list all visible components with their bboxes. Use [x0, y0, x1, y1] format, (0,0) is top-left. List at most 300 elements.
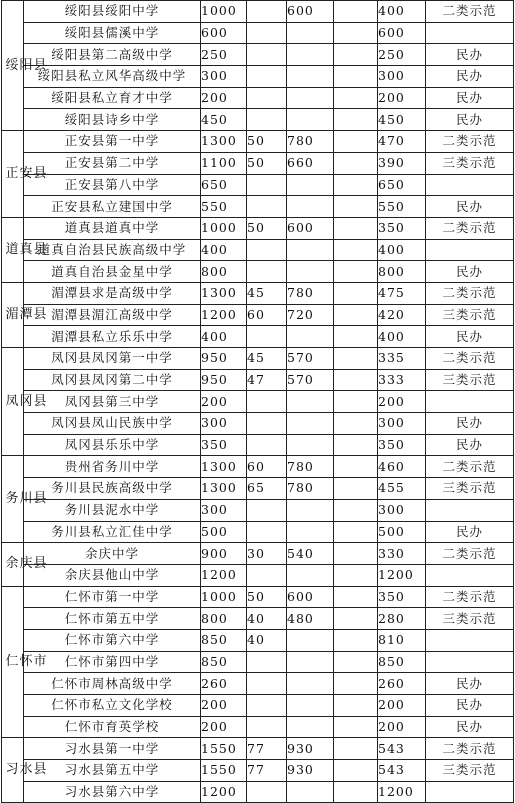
school-name-cell: 仁怀市第六中学: [24, 629, 201, 651]
county-cell: [2, 1, 48, 131]
school-type-cell: 二类示范: [426, 282, 514, 304]
remaining-quota-cell: 450: [378, 109, 426, 131]
remaining-quota-cell: 543: [378, 738, 426, 760]
school-type-cell: 二类示范: [426, 543, 514, 565]
county-cell: [2, 131, 48, 218]
table-row: [2, 543, 514, 565]
remaining-quota-cell: 200: [378, 716, 426, 738]
table-row: [2, 326, 514, 348]
remaining-quota-cell: 455: [378, 478, 426, 500]
remaining-quota-cell: 543: [378, 760, 426, 782]
table-body: [2, 1, 514, 803]
school-type-cell: 民办: [426, 521, 514, 543]
class-count-cell: [247, 261, 287, 283]
school-name-cell: 余庆中学: [24, 543, 201, 565]
school-name-cell: 湄潭县私立乐乐中学: [24, 326, 201, 348]
extra-cell: [334, 1, 378, 23]
remaining-quota-cell: 250: [378, 44, 426, 66]
unified-quota-cell: 570: [287, 369, 334, 391]
table-row: [2, 695, 514, 717]
unified-quota-cell: 600: [287, 1, 334, 23]
remaining-quota-cell: 300: [378, 413, 426, 435]
table-row: [2, 413, 514, 435]
extra-cell: [334, 413, 378, 435]
unified-quota-cell: [287, 44, 334, 66]
planned-total-cell: 800: [201, 608, 247, 630]
school-type-cell: 民办: [426, 261, 514, 283]
extra-cell: [334, 261, 378, 283]
unified-quota-cell: 480: [287, 608, 334, 630]
planned-total-cell: 1300: [201, 478, 247, 500]
unified-quota-cell: [287, 521, 334, 543]
school-name-cell: 凤冈县乐乐中学: [24, 434, 201, 456]
school-type-cell: 二类示范: [426, 131, 514, 153]
table-row: [2, 586, 514, 608]
unified-quota-cell: [287, 434, 334, 456]
planned-total-cell: 260: [201, 673, 247, 695]
extra-cell: [334, 174, 378, 196]
school-type-cell: 三类示范: [426, 760, 514, 782]
county-label: 习水县: [5, 762, 48, 778]
table-row: [2, 239, 514, 261]
planned-total-cell: 600: [201, 22, 247, 44]
extra-cell: [334, 196, 378, 218]
remaining-quota-cell: 333: [378, 369, 426, 391]
planned-total-cell: 1300: [201, 282, 247, 304]
remaining-quota-cell: 475: [378, 282, 426, 304]
school-name-cell: 湄潭县求是高级中学: [24, 282, 201, 304]
extra-cell: [334, 369, 378, 391]
planned-total-cell: 1100: [201, 152, 247, 174]
table-row: [2, 109, 514, 131]
county-label: 正安县: [5, 166, 48, 181]
class-count-cell: [247, 673, 287, 695]
school-type-cell: 民办: [426, 434, 514, 456]
school-name-cell: 习水县第六中学: [24, 781, 201, 803]
school-type-cell: 三类示范: [426, 478, 514, 500]
planned-total-cell: 550: [201, 196, 247, 218]
remaining-quota-cell: 550: [378, 196, 426, 218]
table-row: [2, 760, 514, 782]
school-type-cell: 三类示范: [426, 304, 514, 326]
unified-quota-cell: 780: [287, 131, 334, 153]
remaining-quota-cell: 260: [378, 673, 426, 695]
unified-quota-cell: [287, 413, 334, 435]
school-type-cell: 民办: [426, 695, 514, 717]
remaining-quota-cell: 350: [378, 217, 426, 239]
table-row: [2, 44, 514, 66]
county-label: 绥阳县: [5, 57, 48, 73]
table-row: [2, 651, 514, 673]
class-count-cell: 50: [247, 217, 287, 239]
planned-total-cell: 200: [201, 391, 247, 413]
school-name-cell: 凤冈县凤冈第一中学: [24, 348, 201, 370]
extra-cell: [334, 543, 378, 565]
unified-quota-cell: [287, 261, 334, 283]
school-name-cell: 正安县私立建国中学: [24, 196, 201, 218]
remaining-quota-cell: 850: [378, 651, 426, 673]
school-name-cell: 正安县第八中学: [24, 174, 201, 196]
unified-quota-cell: [287, 109, 334, 131]
extra-cell: [334, 478, 378, 500]
unified-quota-cell: 660: [287, 152, 334, 174]
table-row: [2, 564, 514, 586]
unified-quota-cell: [287, 499, 334, 521]
remaining-quota-cell: 800: [378, 261, 426, 283]
remaining-quota-cell: 460: [378, 456, 426, 478]
class-count-cell: [247, 109, 287, 131]
school-type-cell: 二类示范: [426, 348, 514, 370]
planned-total-cell: 500: [201, 521, 247, 543]
school-name-cell: 道真自治县民族高级中学: [24, 239, 201, 261]
class-count-cell: 45: [247, 282, 287, 304]
unified-quota-cell: [287, 781, 334, 803]
planned-total-cell: 1300: [201, 131, 247, 153]
school-name-cell: 仁怀市第四中学: [24, 651, 201, 673]
school-type-cell: 二类示范: [426, 1, 514, 23]
school-name-cell: 贵州省务川中学: [24, 456, 201, 478]
school-type-cell: 民办: [426, 673, 514, 695]
class-count-cell: 50: [247, 152, 287, 174]
planned-total-cell: 400: [201, 239, 247, 261]
school-type-cell: 三类示范: [426, 608, 514, 630]
extra-cell: [334, 434, 378, 456]
extra-cell: [334, 651, 378, 673]
table-row: [2, 521, 514, 543]
table-row: [2, 1, 514, 23]
extra-cell: [334, 304, 378, 326]
table-row: [2, 217, 514, 239]
extra-cell: [334, 239, 378, 261]
table-row: [2, 22, 514, 44]
remaining-quota-cell: 1200: [378, 781, 426, 803]
extra-cell: [334, 326, 378, 348]
class-count-cell: [247, 651, 287, 673]
unified-quota-cell: [287, 651, 334, 673]
county-label: 务川县: [5, 491, 48, 507]
planned-total-cell: 1550: [201, 738, 247, 760]
school-name-cell: 正安县第二中学: [24, 152, 201, 174]
school-name-cell: 湄潭县湄江高级中学: [24, 304, 201, 326]
table-row: [2, 738, 514, 760]
table-row: [2, 391, 514, 413]
extra-cell: [334, 66, 378, 88]
unified-quota-cell: 720: [287, 304, 334, 326]
class-count-cell: [247, 413, 287, 435]
class-count-cell: 50: [247, 131, 287, 153]
remaining-quota-cell: 350: [378, 434, 426, 456]
table-row: [2, 348, 514, 370]
extra-cell: [334, 695, 378, 717]
class-count-cell: 65: [247, 478, 287, 500]
remaining-quota-cell: 280: [378, 608, 426, 630]
school-name-cell: 绥阳县私立风华高级中学: [24, 66, 201, 88]
school-type-cell: [426, 629, 514, 651]
class-count-cell: 60: [247, 456, 287, 478]
class-count-cell: 60: [247, 304, 287, 326]
county-cell: [2, 456, 48, 543]
table-row: [2, 478, 514, 500]
remaining-quota-cell: 200: [378, 391, 426, 413]
school-name-cell: 仁怀市私立文化学校: [24, 695, 201, 717]
class-count-cell: 40: [247, 629, 287, 651]
remaining-quota-cell: 1200: [378, 564, 426, 586]
unified-quota-cell: [287, 87, 334, 109]
table-row: [2, 716, 514, 738]
class-count-cell: [247, 326, 287, 348]
school-type-cell: 三类示范: [426, 152, 514, 174]
unified-quota-cell: [287, 716, 334, 738]
planned-total-cell: 650: [201, 174, 247, 196]
county-cell: [2, 738, 48, 803]
class-count-cell: [247, 196, 287, 218]
unified-quota-cell: 600: [287, 586, 334, 608]
table-row: [2, 456, 514, 478]
remaining-quota-cell: 330: [378, 543, 426, 565]
unified-quota-cell: 780: [287, 282, 334, 304]
enrollment-table: [1, 0, 514, 803]
school-name-cell: 仁怀市育英学校: [24, 716, 201, 738]
extra-cell: [334, 131, 378, 153]
unified-quota-cell: 780: [287, 456, 334, 478]
planned-total-cell: 450: [201, 109, 247, 131]
planned-total-cell: 350: [201, 434, 247, 456]
school-type-cell: [426, 781, 514, 803]
county-cell: [2, 348, 48, 456]
unified-quota-cell: [287, 673, 334, 695]
unified-quota-cell: [287, 196, 334, 218]
table-row: [2, 261, 514, 283]
extra-cell: [334, 217, 378, 239]
school-type-cell: 民办: [426, 326, 514, 348]
class-count-cell: [247, 87, 287, 109]
table-row: [2, 152, 514, 174]
unified-quota-cell: 930: [287, 760, 334, 782]
school-name-cell: 余庆县他山中学: [24, 564, 201, 586]
school-type-cell: [426, 22, 514, 44]
county-label: 余庆县: [5, 556, 48, 572]
class-count-cell: [247, 66, 287, 88]
class-count-cell: [247, 781, 287, 803]
unified-quota-cell: [287, 564, 334, 586]
unified-quota-cell: [287, 174, 334, 196]
class-count-cell: [247, 695, 287, 717]
class-count-cell: 47: [247, 369, 287, 391]
unified-quota-cell: [287, 391, 334, 413]
planned-total-cell: 1000: [201, 217, 247, 239]
class-count-cell: [247, 1, 287, 23]
class-count-cell: [247, 44, 287, 66]
school-type-cell: 二类示范: [426, 738, 514, 760]
class-count-cell: [247, 564, 287, 586]
school-name-cell: 仁怀市周林高级中学: [24, 673, 201, 695]
planned-total-cell: 1200: [201, 304, 247, 326]
table-row: [2, 174, 514, 196]
remaining-quota-cell: 335: [378, 348, 426, 370]
unified-quota-cell: 780: [287, 478, 334, 500]
remaining-quota-cell: 400: [378, 239, 426, 261]
school-type-cell: 二类示范: [426, 456, 514, 478]
extra-cell: [334, 391, 378, 413]
county-label: 仁怀市: [5, 653, 48, 669]
county-label: 凤冈县: [5, 393, 48, 409]
planned-total-cell: 200: [201, 716, 247, 738]
school-name-cell: 仁怀市第一中学: [24, 586, 201, 608]
planned-total-cell: 950: [201, 348, 247, 370]
table-row: [2, 781, 514, 803]
remaining-quota-cell: 390: [378, 152, 426, 174]
class-count-cell: 30: [247, 543, 287, 565]
county-cell: [2, 282, 48, 347]
unified-quota-cell: 570: [287, 348, 334, 370]
remaining-quota-cell: 600: [378, 22, 426, 44]
class-count-cell: 77: [247, 738, 287, 760]
planned-total-cell: 400: [201, 326, 247, 348]
table-row: [2, 87, 514, 109]
planned-total-cell: 1550: [201, 760, 247, 782]
school-name-cell: 务川县泥水中学: [24, 499, 201, 521]
planned-total-cell: 300: [201, 66, 247, 88]
school-type-cell: 民办: [426, 87, 514, 109]
planned-total-cell: 200: [201, 695, 247, 717]
extra-cell: [334, 348, 378, 370]
remaining-quota-cell: 420: [378, 304, 426, 326]
planned-total-cell: 800: [201, 261, 247, 283]
school-name-cell: 道真自治县金星中学: [24, 261, 201, 283]
extra-cell: [334, 673, 378, 695]
school-type-cell: [426, 564, 514, 586]
class-count-cell: 50: [247, 586, 287, 608]
remaining-quota-cell: 300: [378, 66, 426, 88]
table-row: [2, 608, 514, 630]
unified-quota-cell: [287, 22, 334, 44]
extra-cell: [334, 716, 378, 738]
class-count-cell: [247, 239, 287, 261]
county-cell: [2, 217, 48, 282]
unified-quota-cell: 600: [287, 217, 334, 239]
class-count-cell: [247, 716, 287, 738]
planned-total-cell: 900: [201, 543, 247, 565]
extra-cell: [334, 629, 378, 651]
extra-cell: [334, 521, 378, 543]
class-count-cell: [247, 174, 287, 196]
planned-total-cell: 250: [201, 44, 247, 66]
unified-quota-cell: 930: [287, 738, 334, 760]
remaining-quota-cell: 300: [378, 499, 426, 521]
planned-total-cell: 200: [201, 87, 247, 109]
planned-total-cell: 950: [201, 369, 247, 391]
school-name-cell: 绥阳县私立育才中学: [24, 87, 201, 109]
school-name-cell: 务川县私立汇佳中学: [24, 521, 201, 543]
extra-cell: [334, 44, 378, 66]
unified-quota-cell: [287, 66, 334, 88]
remaining-quota-cell: 500: [378, 521, 426, 543]
table-row: [2, 66, 514, 88]
school-type-cell: 三类示范: [426, 369, 514, 391]
remaining-quota-cell: 200: [378, 695, 426, 717]
school-type-cell: [426, 499, 514, 521]
table-row: [2, 131, 514, 153]
table-row: [2, 629, 514, 651]
remaining-quota-cell: 400: [378, 326, 426, 348]
school-type-cell: [426, 174, 514, 196]
school-name-cell: 绥阳县儒溪中学: [24, 22, 201, 44]
school-name-cell: 绥阳县绥阳中学: [24, 1, 201, 23]
school-name-cell: 绥阳县诗乡中学: [24, 109, 201, 131]
unified-quota-cell: [287, 326, 334, 348]
class-count-cell: [247, 434, 287, 456]
planned-total-cell: 1300: [201, 456, 247, 478]
class-count-cell: [247, 521, 287, 543]
planned-total-cell: 300: [201, 413, 247, 435]
school-name-cell: 凤冈县凤冈第二中学: [24, 369, 201, 391]
table-row: [2, 434, 514, 456]
school-type-cell: [426, 239, 514, 261]
school-name-cell: 凤冈县第三中学: [24, 391, 201, 413]
school-name-cell: 正安县第一中学: [24, 131, 201, 153]
school-type-cell: [426, 651, 514, 673]
school-type-cell: 民办: [426, 66, 514, 88]
extra-cell: [334, 152, 378, 174]
extra-cell: [334, 282, 378, 304]
planned-total-cell: 1200: [201, 564, 247, 586]
class-count-cell: 40: [247, 608, 287, 630]
unified-quota-cell: [287, 629, 334, 651]
remaining-quota-cell: 400: [378, 1, 426, 23]
extra-cell: [334, 781, 378, 803]
remaining-quota-cell: 470: [378, 131, 426, 153]
extra-cell: [334, 738, 378, 760]
county-label: 湄潭县: [5, 306, 48, 322]
school-type-cell: 民办: [426, 196, 514, 218]
school-name-cell: 道真县道真中学: [24, 217, 201, 239]
extra-cell: [334, 87, 378, 109]
county-cell: [2, 543, 48, 586]
class-count-cell: 45: [247, 348, 287, 370]
class-count-cell: [247, 499, 287, 521]
planned-total-cell: 1000: [201, 586, 247, 608]
school-type-cell: 民办: [426, 109, 514, 131]
school-type-cell: 民办: [426, 716, 514, 738]
table-row: [2, 196, 514, 218]
extra-cell: [334, 456, 378, 478]
extra-cell: [334, 586, 378, 608]
school-name-cell: 习水县第五中学: [24, 760, 201, 782]
unified-quota-cell: 540: [287, 543, 334, 565]
extra-cell: [334, 22, 378, 44]
school-type-cell: 民办: [426, 413, 514, 435]
extra-cell: [334, 760, 378, 782]
table-row: [2, 673, 514, 695]
table-row: [2, 282, 514, 304]
school-name-cell: 仁怀市第五中学: [24, 608, 201, 630]
planned-total-cell: 300: [201, 499, 247, 521]
county-label: 道真县: [5, 241, 48, 257]
planned-total-cell: 1000: [201, 1, 247, 23]
remaining-quota-cell: 810: [378, 629, 426, 651]
planned-total-cell: 1200: [201, 781, 247, 803]
school-type-cell: 二类示范: [426, 586, 514, 608]
planned-total-cell: 850: [201, 629, 247, 651]
school-name-cell: 凤冈县凤山民族中学: [24, 413, 201, 435]
school-name-cell: 务川县民族高级中学: [24, 478, 201, 500]
remaining-quota-cell: 200: [378, 87, 426, 109]
school-name-cell: 绥阳县第二高级中学: [24, 44, 201, 66]
school-type-cell: 二类示范: [426, 217, 514, 239]
extra-cell: [334, 499, 378, 521]
extra-cell: [334, 608, 378, 630]
school-type-cell: [426, 391, 514, 413]
